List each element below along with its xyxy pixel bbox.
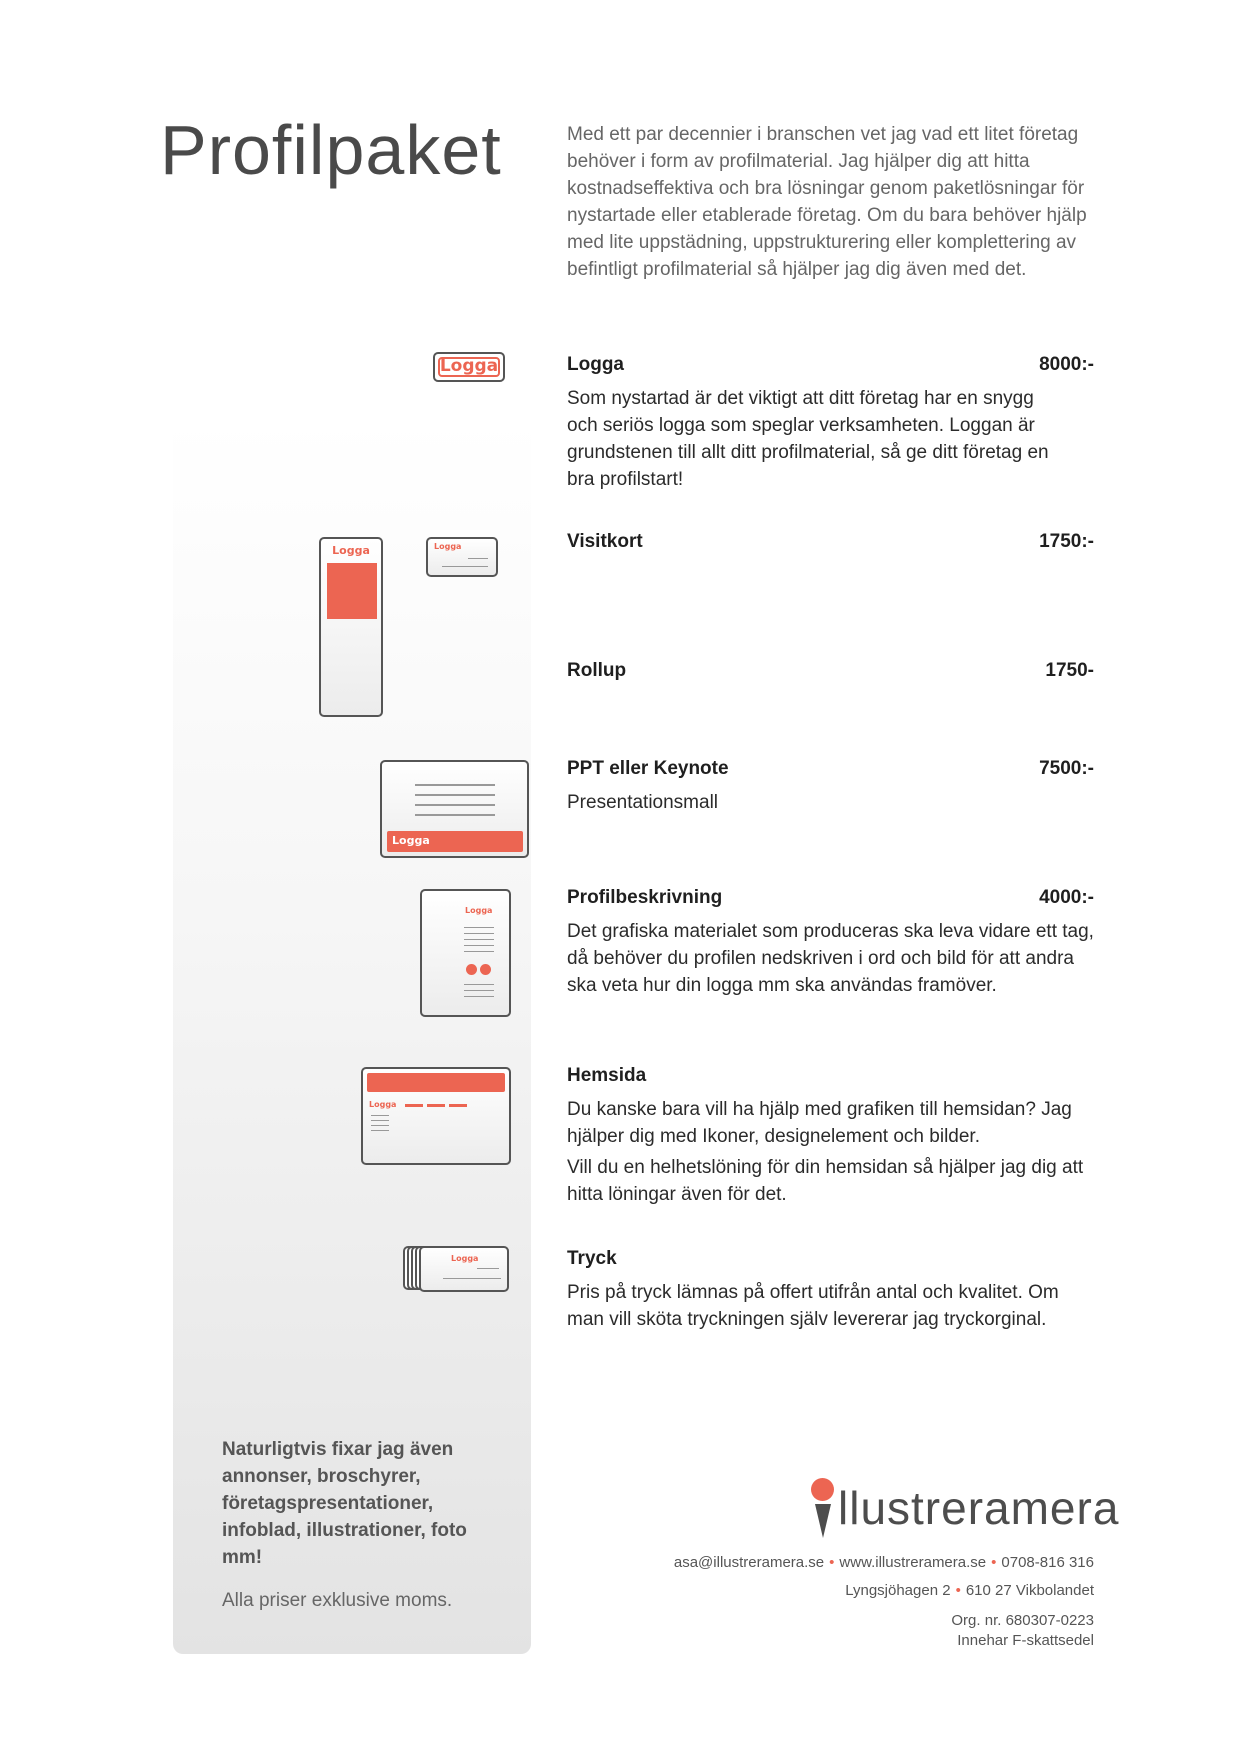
item-ppt-body: Presentationsmall	[567, 792, 719, 813]
website-illustration	[361, 1067, 511, 1165]
item-profilbeskrivning-name: Profilbeskrivning	[567, 887, 723, 908]
contact-line-2	[845, 1582, 1094, 1599]
sidebar-vat-note: Alla priser exklusive moms.	[222, 1590, 453, 1611]
item-tryck	[567, 1247, 1094, 1333]
contact-separator: •	[955, 1582, 961, 1599]
print-logo-text: Logga	[451, 1254, 479, 1263]
logo-badge-text: Logga	[439, 356, 499, 376]
item-logga-body: Som nystartad är det viktigt att ditt företag har en snygg och seriös logga som speglar verksamheten. Loggan är grundstenen till allt ditt profilmaterial, så ge ditt företag en bra profilstart!	[567, 388, 1049, 490]
contact-email[interactable]: asa@illustreramera.se	[673, 1554, 825, 1571]
item-hemsida	[567, 1064, 1094, 1208]
contact-website[interactable]: www.illustreramera.se	[839, 1554, 987, 1571]
contact-postal: 610 27 Vikbolandet	[965, 1582, 1094, 1599]
profile-doc-illustration	[420, 889, 511, 1017]
card-logo-text: Logga	[434, 542, 462, 551]
item-ppt-price: 7500:-	[1039, 758, 1094, 779]
item-rollup-price: 1750-	[1045, 660, 1094, 681]
item-profilbeskrivning-body: Det grafiska materialet som produceras ska leva vidare ett tag, då behöver du profilen nedskriven i ord och bild för att andra ska veta hur din logga mm ska användas framöver.	[567, 921, 1094, 996]
item-visitkort-price: 1750:-	[1039, 531, 1094, 552]
logo-badge-illustration	[433, 352, 505, 382]
page-title: Profilpaket	[160, 111, 502, 189]
item-tryck-name: Tryck	[567, 1248, 617, 1269]
item-logga-name: Logga	[567, 354, 624, 375]
item-profilbeskrivning	[567, 886, 1094, 999]
item-profilbeskrivning-price: 4000:-	[1039, 887, 1094, 908]
brand-dot-icon	[811, 1478, 834, 1501]
item-ppt-name: PPT eller Keynote	[567, 758, 729, 779]
presentation-logo-text: Logga	[392, 834, 430, 847]
contact-line-1	[674, 1554, 1094, 1571]
brand-wordmark: llustreramera	[838, 1482, 1120, 1534]
item-tryck-body: Pris på tryck lämnas på offert utifrån antal och kvalitet. Om man vill sköta tryckningen själv levererar jag tryckorginal.	[567, 1282, 1059, 1330]
item-rollup-name: Rollup	[567, 660, 627, 681]
contact-phone[interactable]: 0708-816 316	[1001, 1554, 1094, 1571]
presentation-illustration	[380, 760, 529, 858]
rollup-logo-text: Logga	[332, 544, 370, 557]
rollup-illustration	[319, 537, 383, 717]
item-hemsida-body-2: Vill du en helhetslöning för din hemsidan så hjälper jag dig att hitta löningar även för det.	[567, 1157, 1084, 1205]
contact-separator: •	[991, 1554, 997, 1571]
brand-stem-icon	[815, 1504, 831, 1538]
print-stack-illustration	[403, 1246, 509, 1296]
item-logga	[567, 353, 1094, 493]
item-hemsida-name: Hemsida	[567, 1065, 647, 1086]
profile-doc-logo-text: Logga	[465, 906, 493, 915]
website-logo-text: Logga	[369, 1100, 397, 1109]
item-ppt	[567, 757, 1094, 816]
item-hemsida-body-1: Du kanske bara vill ha hjälp med grafiken till hemsidan? Jag hjälper dig med Ikoner, designelement och bilder.	[567, 1099, 1072, 1147]
sidebar-note: Naturligtvis fixar jag även annonser, broschyrer, företagspresentationer, infoblad, illustrationer, foto mm!	[222, 1439, 467, 1568]
intro-text: Med ett par decennier i branschen vet jag vad ett litet företag behöver i form av profilmaterial. Jag hjälper dig att hitta kostnadseffektiva och bra lösningar genom paketlösningar för nystartade eller etablerade företag. Om du bara behöver hjälp med lite uppstädning, uppstrukturering eller komplettering av befintligt profilmaterial så hjälper jag dig även med det.	[567, 124, 1087, 280]
contact-separator: •	[829, 1554, 835, 1571]
contact-street: Lyngsjöhagen 2	[845, 1582, 951, 1599]
business-card-illustration	[426, 537, 498, 577]
brand-logo	[800, 1478, 1120, 1538]
item-visitkort	[567, 530, 1094, 554]
item-logga-price: 8000:-	[1039, 354, 1094, 375]
item-visitkort-name: Visitkort	[567, 531, 643, 552]
item-rollup	[567, 659, 1094, 683]
contact-org-number: Org. nr. 680307-0223	[951, 1612, 1094, 1629]
contact-f-tax: Innehar F-skattsedel	[957, 1632, 1094, 1649]
